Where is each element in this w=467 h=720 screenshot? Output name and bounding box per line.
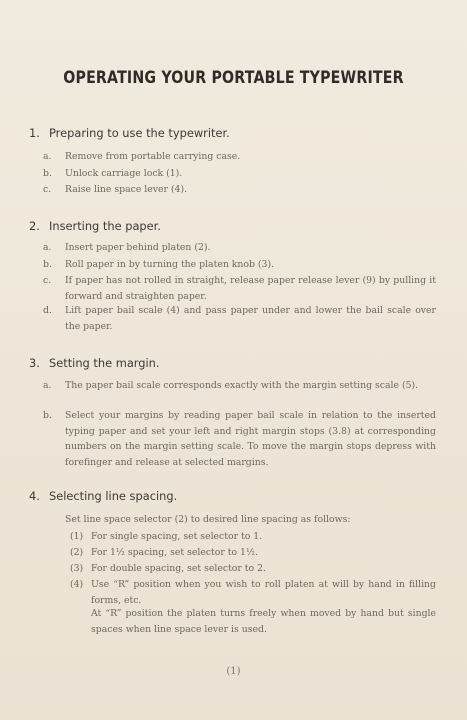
item-letter: b. <box>43 410 52 421</box>
list-item <box>43 303 436 334</box>
section-title: Setting the margin. <box>49 356 160 370</box>
item-letter: a. <box>43 242 52 253</box>
option-text: For double spacing, set selector to 2. <box>91 563 266 574</box>
item-text: Remove from portable carrying case. <box>65 151 241 162</box>
option-text: For 1½ spacing, set selector to 1½. <box>91 547 258 558</box>
section-2-heading <box>29 219 161 233</box>
item-text: Insert paper behind platen (2). <box>65 242 211 253</box>
list-item <box>70 529 436 545</box>
section-number: 1. <box>29 126 40 140</box>
section-intro: Set line space selector (2) to desired line spacing as follows: <box>65 514 351 525</box>
item-letter: c. <box>43 184 52 195</box>
page-number: (1) <box>226 666 241 677</box>
list-item <box>43 408 436 470</box>
section-title: Selecting line spacing. <box>49 489 178 503</box>
list-item <box>43 166 436 182</box>
section-4-heading <box>29 489 177 503</box>
section-number: 2. <box>29 219 40 233</box>
list-item <box>70 561 436 577</box>
item-text: If paper has not rolled in straight, release paper release lever (9) by pulling it forward and straighten paper. <box>65 275 436 302</box>
page-title: OPERATING YOUR PORTABLE TYPEWRITER <box>63 68 404 87</box>
section-title: Preparing to use the typewriter. <box>49 126 230 140</box>
list-item <box>43 149 436 165</box>
item-letter: a. <box>43 151 52 162</box>
option-number: (4) <box>70 579 84 590</box>
item-letter: b. <box>43 259 52 270</box>
item-letter: c. <box>43 275 52 286</box>
list-item <box>70 545 436 561</box>
list-item <box>43 273 436 304</box>
section-number: 3. <box>29 356 40 370</box>
list-item <box>70 577 436 608</box>
list-item <box>43 240 436 256</box>
item-text: Select your margins by reading paper bail scale in relation to the inserted typing paper and set your left and right margin stops (3.8) at corresponding numbers on the margin setting scale. To move the margin stops depress with forefinger and release at selected margins. <box>65 410 436 468</box>
item-letter: a. <box>43 380 52 391</box>
item-letter: b. <box>43 168 52 179</box>
option-number: (1) <box>70 531 84 542</box>
option-number: (2) <box>70 547 84 558</box>
option-number: (3) <box>70 563 84 574</box>
item-text: Lift paper bail scale (4) and pass paper under and lower the bail scale over the paper. <box>65 305 436 332</box>
list-item <box>43 257 436 273</box>
section-number: 4. <box>29 489 40 503</box>
item-text: Raise line space lever (4). <box>65 184 188 195</box>
section-1-heading <box>29 126 230 140</box>
option-text: Use “R” position when you wish to roll platen at will by hand in filling forms, etc. <box>91 579 436 606</box>
item-text: Roll paper in by turning the platen knob (3). <box>65 259 275 270</box>
section-title: Inserting the paper. <box>49 219 161 233</box>
option-note <box>70 606 436 637</box>
note-text: At “R” position the platen turns freely when moved by hand but single spaces when line space lever is used. <box>91 608 436 635</box>
option-text: For single spacing, set selector to 1. <box>91 531 263 542</box>
section-3-heading <box>29 356 160 370</box>
item-text: The paper bail scale corresponds exactly with the margin setting scale (5). <box>65 380 419 391</box>
list-item <box>43 378 436 394</box>
item-text: Unlock carriage lock (1). <box>65 168 183 179</box>
list-item <box>43 182 436 198</box>
item-letter: d. <box>43 305 52 316</box>
